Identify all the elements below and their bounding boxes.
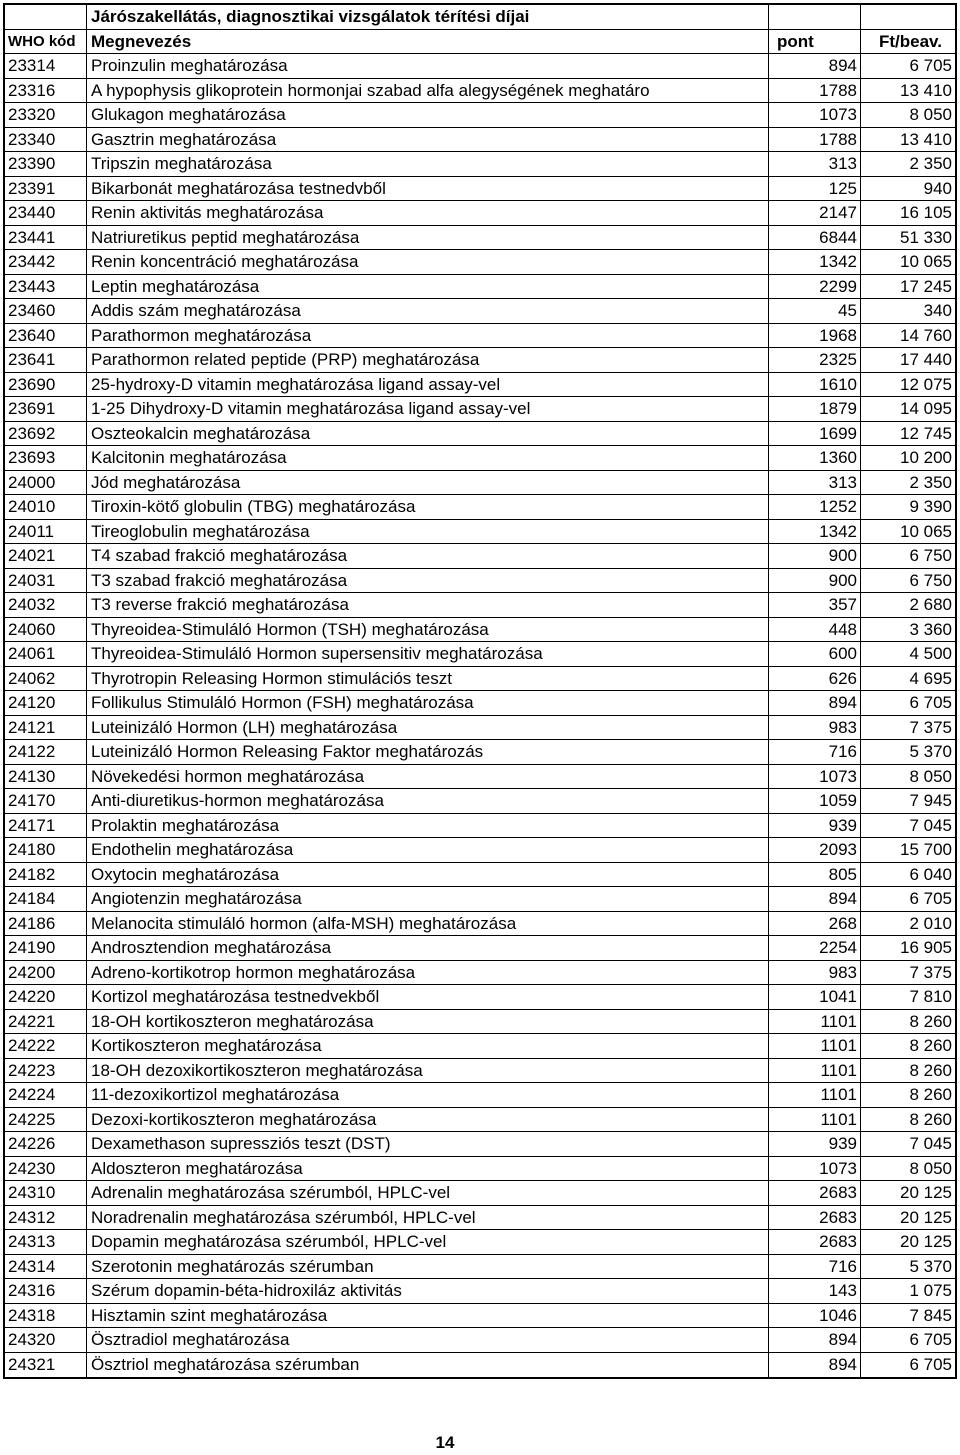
row-code: 24120 (5, 691, 87, 715)
row-code: 23693 (5, 446, 87, 470)
row-pont: 2299 (769, 275, 861, 299)
row-pont: 1342 (769, 520, 861, 544)
row-ft: 8 260 (909, 1085, 952, 1104)
row-name: Ösztriol meghatározása szérumban (87, 1353, 769, 1378)
row-code: 24224 (5, 1083, 87, 1107)
row-pont: 6844 (769, 226, 861, 250)
table-row (5, 1279, 955, 1304)
row-code: 23692 (5, 422, 87, 446)
row-code: 24171 (5, 814, 87, 838)
row-name: 18-OH kortikoszteron meghatározása (87, 1010, 769, 1034)
row-name: Renin koncentráció meghatározása (87, 250, 769, 274)
row-ft: 14 095 (900, 399, 952, 418)
page-number: 14 (435, 1433, 455, 1452)
row-name: Natriuretikus peptid meghatározása (87, 226, 769, 250)
row-ft: 4 695 (909, 668, 952, 688)
row-name: Endothelin meghatározása (87, 838, 769, 862)
header-ft: Ft/beav. (879, 31, 942, 51)
table-row (5, 912, 955, 937)
row-pont: 357 (769, 593, 861, 617)
table-row (5, 716, 955, 741)
row-ft: 20 125 (900, 1183, 952, 1202)
table-row (5, 1059, 955, 1084)
row-name: Gasztrin meghatározása (87, 128, 769, 152)
row-name: Növekedési hormon meghatározása (87, 765, 769, 789)
table-row (5, 520, 955, 545)
table-row (5, 985, 955, 1010)
row-ft: 17 440 (900, 350, 952, 369)
table-row (5, 422, 955, 447)
row-pont: 1252 (769, 495, 861, 519)
row-ft: 7 375 (909, 717, 952, 737)
row-code: 23640 (5, 324, 87, 348)
row-code: 24121 (5, 716, 87, 740)
table-row (5, 593, 955, 618)
table-row (5, 1230, 955, 1255)
row-code: 24122 (5, 740, 87, 764)
row-name: Androsztendion meghatározása (87, 936, 769, 960)
row-code: 24221 (5, 1010, 87, 1034)
row-ft: 8 260 (909, 1036, 952, 1055)
row-pont: 313 (769, 152, 861, 176)
row-ft: 8 260 (909, 1060, 952, 1080)
row-name: Kortizol meghatározása testnedvekből (87, 985, 769, 1009)
table-row (5, 1034, 955, 1059)
row-code: 24031 (5, 569, 87, 593)
row-pont: 1360 (769, 446, 861, 470)
row-name: Dopamin meghatározása szérumból, HPLC-vel (87, 1230, 769, 1254)
row-code: 24223 (5, 1059, 87, 1083)
row-ft: 13 410 (900, 80, 952, 100)
table-row (5, 1206, 955, 1231)
row-pont: 448 (769, 618, 861, 642)
row-ft: 8 050 (909, 1158, 952, 1178)
row-name: Kalcitonin meghatározása (87, 446, 769, 470)
header-code: WHO kód (5, 30, 87, 54)
table-row (5, 1083, 955, 1108)
header-name: Megnevezés (87, 30, 769, 54)
row-pont: 716 (769, 1255, 861, 1279)
row-code: 24318 (5, 1304, 87, 1328)
row-pont: 2093 (769, 838, 861, 862)
row-pont: 2254 (769, 936, 861, 960)
table-row (5, 667, 955, 692)
row-name: Thyrotropin Releasing Hormon stimulációs teszt (87, 667, 769, 691)
row-pont: 1041 (769, 985, 861, 1009)
row-pont: 900 (769, 544, 861, 568)
table-row (5, 373, 955, 398)
row-name: A hypophysis glikoprotein hormonjai szabad alfa alegységének meghatáro (87, 79, 769, 103)
table-row (5, 1328, 955, 1353)
row-pont: 2683 (769, 1181, 861, 1205)
row-ft: 17 245 (900, 276, 952, 296)
row-pont: 1101 (769, 1083, 861, 1107)
table-row (5, 324, 955, 349)
row-name: Thyreoidea-Stimuláló Hormon (TSH) meghatározása (87, 618, 769, 642)
row-ft: 51 330 (900, 227, 952, 247)
row-pont: 1101 (769, 1108, 861, 1132)
row-code: 23340 (5, 128, 87, 152)
table-row (5, 1157, 955, 1182)
row-pont: 939 (769, 1132, 861, 1156)
row-code: 23391 (5, 177, 87, 201)
row-ft: 2 350 (909, 472, 952, 492)
table-row (5, 397, 955, 422)
table-row (5, 936, 955, 961)
row-code: 24312 (5, 1206, 87, 1230)
row-name: Tripszin meghatározása (87, 152, 769, 176)
row-code: 24011 (5, 520, 87, 544)
row-pont: 1101 (769, 1059, 861, 1083)
row-name: Adrenalin meghatározása szérumból, HPLC-vel (87, 1181, 769, 1205)
table-title-row (5, 5, 955, 30)
row-name: Hisztamin szint meghatározása (87, 1304, 769, 1328)
row-pont: 2325 (769, 348, 861, 372)
table-row (5, 103, 955, 128)
row-name: Follikulus Stimuláló Hormon (FSH) meghatározása (87, 691, 769, 715)
row-name: Kortikoszteron meghatározása (87, 1034, 769, 1058)
row-ft: 6 040 (909, 864, 952, 884)
title-spacer (5, 5, 87, 29)
row-ft: 7 045 (909, 815, 952, 835)
table-row (5, 495, 955, 520)
row-code: 23443 (5, 275, 87, 299)
table-row (5, 299, 955, 324)
row-code: 24184 (5, 887, 87, 911)
row-ft: 6 750 (909, 546, 952, 565)
row-code: 24186 (5, 912, 87, 936)
row-code: 23691 (5, 397, 87, 421)
row-ft: 6 750 (909, 570, 952, 590)
row-name: Szerotonin meghatározás szérumban (87, 1255, 769, 1279)
row-ft: 10 065 (900, 521, 952, 541)
row-name: Leptin meghatározása (87, 275, 769, 299)
row-ft: 15 700 (900, 840, 952, 859)
row-code: 24061 (5, 642, 87, 666)
row-ft: 5 370 (909, 1256, 952, 1276)
row-ft: 6 705 (909, 1330, 952, 1349)
table-row (5, 226, 955, 251)
row-pont: 1059 (769, 789, 861, 813)
table-row (5, 79, 955, 104)
row-name: Tiroxin-kötő globulin (TBG) meghatározása (87, 495, 769, 519)
table-row (5, 814, 955, 839)
row-name: Glukagon meghatározása (87, 103, 769, 127)
table-row (5, 177, 955, 202)
row-ft: 2 350 (909, 154, 952, 173)
table-row (5, 740, 955, 765)
row-code: 24170 (5, 789, 87, 813)
row-ft: 13 410 (900, 129, 952, 149)
row-code: 24060 (5, 618, 87, 642)
row-pont: 2147 (769, 201, 861, 225)
row-pont: 1610 (769, 373, 861, 397)
table-row (5, 569, 955, 594)
table-row (5, 642, 955, 667)
table-row (5, 348, 955, 373)
row-ft: 7 375 (909, 962, 952, 982)
row-name: Renin aktivitás meghatározása (87, 201, 769, 225)
table-row (5, 765, 955, 790)
row-code: 23440 (5, 201, 87, 225)
row-name: Proinzulin meghatározása (87, 54, 769, 78)
row-name: Addis szám meghatározása (87, 299, 769, 323)
row-name: Thyreoidea-Stimuláló Hormon supersensitiv meghatározása (87, 642, 769, 666)
row-ft: 4 500 (909, 644, 952, 663)
table-row (5, 618, 955, 643)
row-ft: 3 360 (909, 619, 952, 639)
row-name: Noradrenalin meghatározása szérumból, HPLC-vel (87, 1206, 769, 1230)
table-row (5, 1132, 955, 1157)
row-pont: 600 (769, 642, 861, 666)
row-pont: 939 (769, 814, 861, 838)
row-pont: 894 (769, 1353, 861, 1378)
row-name: Tireoglobulin meghatározása (87, 520, 769, 544)
row-code: 24220 (5, 985, 87, 1009)
row-code: 23442 (5, 250, 87, 274)
row-code: 24200 (5, 961, 87, 985)
row-ft: 5 370 (909, 742, 952, 761)
row-code: 24000 (5, 471, 87, 495)
row-pont: 125 (769, 177, 861, 201)
table-row (5, 250, 955, 275)
row-code: 24222 (5, 1034, 87, 1058)
row-pont: 1342 (769, 250, 861, 274)
row-name: Oxytocin meghatározása (87, 863, 769, 887)
row-ft: 7 045 (909, 1134, 952, 1153)
row-code: 24032 (5, 593, 87, 617)
row-pont: 983 (769, 961, 861, 985)
table-row (5, 152, 955, 177)
row-pont: 983 (769, 716, 861, 740)
row-pont: 1788 (769, 128, 861, 152)
row-code: 24021 (5, 544, 87, 568)
row-code: 24225 (5, 1108, 87, 1132)
row-ft: 6 705 (909, 1354, 952, 1374)
row-name: Szérum dopamin-béta-hidroxiláz aktivitás (87, 1279, 769, 1303)
table-row (5, 887, 955, 912)
row-name: Melanocita stimuláló hormon (alfa-MSH) meghatározása (87, 912, 769, 936)
row-name: T3 szabad frakció meghatározása (87, 569, 769, 593)
row-name: Anti-diuretikus-hormon meghatározása (87, 789, 769, 813)
row-name: Dexamethason supressziós teszt (DST) (87, 1132, 769, 1156)
row-pont: 894 (769, 54, 861, 78)
row-code: 24316 (5, 1279, 87, 1303)
row-pont: 1879 (769, 397, 861, 421)
row-pont: 268 (769, 912, 861, 936)
row-ft: 8 050 (909, 766, 952, 786)
table-row (5, 446, 955, 471)
title-spacer-ft (861, 5, 955, 29)
row-code: 24310 (5, 1181, 87, 1205)
row-code: 24313 (5, 1230, 87, 1254)
row-name: Parathormon meghatározása (87, 324, 769, 348)
row-name: Prolaktin meghatározása (87, 814, 769, 838)
table-row (5, 1255, 955, 1280)
row-ft: 1 075 (909, 1281, 952, 1300)
table-row (5, 863, 955, 888)
table-row (5, 838, 955, 863)
table-row (5, 471, 955, 496)
row-code: 23460 (5, 299, 87, 323)
row-pont: 894 (769, 887, 861, 911)
table-row (5, 789, 955, 814)
row-pont: 1073 (769, 103, 861, 127)
row-ft: 20 125 (900, 1232, 952, 1251)
row-pont: 143 (769, 1279, 861, 1303)
row-ft: 7 945 (909, 791, 952, 810)
row-code: 24180 (5, 838, 87, 862)
row-ft: 9 390 (909, 497, 952, 516)
row-name: Aldoszteron meghatározása (87, 1157, 769, 1181)
row-pont: 1788 (769, 79, 861, 103)
row-name: Luteinizáló Hormon Releasing Faktor meghatározás (87, 740, 769, 764)
table-row (5, 1108, 955, 1133)
row-pont: 2683 (769, 1230, 861, 1254)
row-pont: 900 (769, 569, 861, 593)
row-code: 23690 (5, 373, 87, 397)
row-code: 24230 (5, 1157, 87, 1181)
table-body (5, 54, 955, 1377)
row-ft: 2 680 (909, 595, 952, 614)
table-row (5, 544, 955, 569)
title-spacer-pont (769, 5, 861, 29)
row-code: 24010 (5, 495, 87, 519)
row-ft: 10 200 (900, 448, 952, 467)
row-name: 25-hydroxy-D vitamin meghatározása ligand assay-vel (87, 373, 769, 397)
row-ft: 7 810 (909, 987, 952, 1006)
row-code: 24182 (5, 863, 87, 887)
row-pont: 805 (769, 863, 861, 887)
row-ft: 16 105 (900, 203, 952, 222)
row-code: 23316 (5, 79, 87, 103)
row-ft: 12 745 (900, 423, 952, 443)
row-code: 24226 (5, 1132, 87, 1156)
table-row (5, 1304, 955, 1329)
row-pont: 894 (769, 1328, 861, 1352)
row-pont: 1101 (769, 1034, 861, 1058)
table-title: Járószakellátás, diagnosztikai vizsgálatok térítési díjai (87, 5, 769, 29)
row-ft: 8 260 (909, 1011, 952, 1031)
row-ft: 340 (923, 301, 952, 320)
row-name: Luteinizáló Hormon (LH) meghatározása (87, 716, 769, 740)
row-ft: 14 760 (900, 325, 952, 345)
row-ft: 2 010 (909, 913, 952, 933)
row-name: Parathormon related peptide (PRP) meghatározása (87, 348, 769, 372)
row-ft: 7 845 (909, 1305, 952, 1325)
table-row (5, 54, 955, 79)
row-ft: 940 (923, 178, 952, 198)
row-code: 24320 (5, 1328, 87, 1352)
row-code: 24062 (5, 667, 87, 691)
row-pont: 716 (769, 740, 861, 764)
column-header-row (5, 30, 955, 55)
row-name: Angiotenzin meghatározása (87, 887, 769, 911)
row-code: 23320 (5, 103, 87, 127)
row-name: Dezoxi-kortikoszteron meghatározása (87, 1108, 769, 1132)
row-code: 24314 (5, 1255, 87, 1279)
row-ft: 8 050 (909, 105, 952, 124)
row-ft: 16 905 (900, 938, 952, 957)
row-code: 23314 (5, 54, 87, 78)
row-code: 23390 (5, 152, 87, 176)
table-row (5, 1181, 955, 1206)
row-ft: 6 705 (909, 56, 952, 75)
fee-table (3, 3, 957, 1379)
row-pont: 894 (769, 691, 861, 715)
row-code: 24321 (5, 1353, 87, 1378)
row-name: 18-OH dezoxikortikoszteron meghatározása (87, 1059, 769, 1083)
row-code: 24190 (5, 936, 87, 960)
row-pont: 1101 (769, 1010, 861, 1034)
row-ft: 8 260 (909, 1109, 952, 1129)
row-ft: 20 125 (900, 1207, 952, 1227)
row-name: Ösztradiol meghatározása (87, 1328, 769, 1352)
row-code: 24130 (5, 765, 87, 789)
row-ft: 6 705 (909, 889, 952, 908)
row-pont: 1073 (769, 1157, 861, 1181)
row-name: Jód meghatározása (87, 471, 769, 495)
table-row (5, 1353, 955, 1378)
row-ft: 6 705 (909, 693, 952, 712)
row-pont: 1046 (769, 1304, 861, 1328)
row-pont: 313 (769, 471, 861, 495)
row-name: T3 reverse frakció meghatározása (87, 593, 769, 617)
row-name: Bikarbonát meghatározása testnedvből (87, 177, 769, 201)
table-row (5, 201, 955, 226)
row-name: 1-25 Dihydroxy-D vitamin meghatározása ligand assay-vel (87, 397, 769, 421)
row-ft: 10 065 (900, 252, 952, 271)
row-name: Adreno-kortikotrop hormon meghatározása (87, 961, 769, 985)
row-pont: 1968 (769, 324, 861, 348)
row-pont: 2683 (769, 1206, 861, 1230)
row-name: 11-dezoxikortizol meghatározása (87, 1083, 769, 1107)
table-row (5, 961, 955, 986)
row-pont: 626 (769, 667, 861, 691)
row-code: 23441 (5, 226, 87, 250)
row-code: 23641 (5, 348, 87, 372)
table-row (5, 691, 955, 716)
row-ft: 12 075 (900, 374, 952, 394)
row-name: T4 szabad frakció meghatározása (87, 544, 769, 568)
row-pont: 1073 (769, 765, 861, 789)
table-row (5, 1010, 955, 1035)
row-name: Oszteokalcin meghatározása (87, 422, 769, 446)
table-row (5, 275, 955, 300)
row-pont: 1699 (769, 422, 861, 446)
row-pont: 45 (769, 299, 861, 323)
table-row (5, 128, 955, 153)
header-pont: pont (769, 30, 861, 54)
